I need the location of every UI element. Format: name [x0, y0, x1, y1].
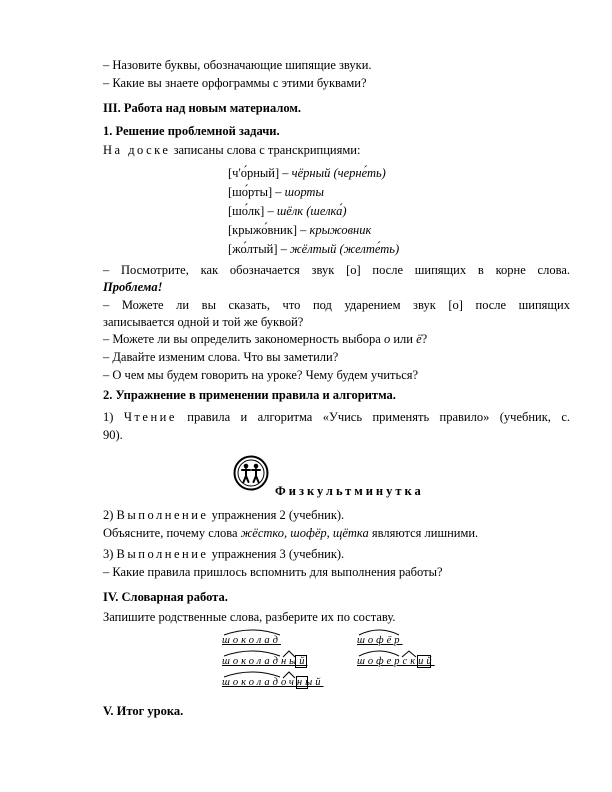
section-3-heading: III. Работа над новым материалом. [103, 101, 301, 115]
ending-box [295, 655, 307, 668]
board-lead: На доске [103, 143, 171, 157]
exercise-3-line: 3) Выполнение упражнения 3 (учебник). [103, 547, 345, 561]
exercise-2-line: 2) Выполнение упражнения 2 (учебник). [103, 508, 345, 522]
root-arc [222, 628, 282, 636]
transcription-row: [шо́лк] – шёлк (шелка́) [228, 204, 347, 218]
suffix-mark [282, 650, 296, 658]
explain-line: Объясните, почему слова жёстко, шофёр, щётка являются лишними. [103, 526, 479, 540]
ending-box [417, 655, 431, 668]
morph-word-5: шоферский [357, 656, 435, 667]
suffix-mark [401, 650, 417, 658]
read-line-2: 90). [103, 428, 123, 442]
root-arc [222, 649, 282, 657]
transcription-row: [крыжо́вник] – крыжовник [228, 223, 372, 237]
transcription-row: [жо́лтый] – жёлтый (желте́ть) [228, 242, 400, 256]
ending-box [296, 676, 308, 689]
pattern-line: – Можете ли вы определить закономерность выбора о или ё? [103, 332, 428, 346]
root-arc [222, 670, 282, 678]
root-arc [357, 628, 401, 636]
observe-line: – Посмотрите, как обозначается звук [о] после шипящих в корне слова. [103, 263, 570, 277]
morph-word-4: шофёр [357, 635, 403, 646]
board-line [103, 142, 360, 158]
rules-line: – Какие правила пришлось вспомнить для выполнения работы? [103, 565, 443, 579]
line-q1: – Назовите буквы, обозначающие шипящие звуки. [103, 58, 372, 72]
morph-word-1: шоколад [222, 635, 281, 646]
change-line: – Давайте изменим слова. Что вы заметили? [103, 350, 339, 364]
subsection-1-heading: 1. Решение проблемной задачи. [103, 124, 280, 138]
section-4-heading: IV. Словарная работа. [103, 590, 228, 604]
board-rest: записаны слова с транскрипциями: [170, 143, 361, 157]
can-line-1: – Можете ли вы сказать, что под ударением звук [о] после шипящих [103, 298, 570, 312]
topic-line: – О чем мы будем говорить на уроке? Чему будем учиться? [103, 368, 419, 382]
suffix-mark [282, 671, 296, 679]
section-5-heading: V. Итог урока. [103, 704, 184, 718]
read-line-1: 1) Чтение правила и алгоритма «Учись применять правило» (учебник, с. [103, 410, 570, 424]
transcription-row: [шо́рты] – шорты [228, 185, 324, 199]
can-line-2: записывается одной и той же буквой? [103, 315, 304, 329]
morph-word-2: шоколадный [222, 656, 308, 667]
transcription-row: [ч'о́рный] – чёрный (черне́ть) [228, 166, 386, 180]
write-line: Запишите родственные слова, разберите их по составу. [103, 610, 396, 624]
root-arc [357, 649, 401, 657]
physical-exercise-icon [233, 455, 269, 491]
subsection-2-heading: 2. Упражнение в применении правила и алгоритма. [103, 388, 396, 402]
fizkultminutka-heading: Физкультминутка [275, 484, 424, 498]
morph-word-3: шоколадочный [222, 677, 324, 688]
line-q2: – Какие вы знаете орфограммы с этими буквами? [103, 76, 367, 90]
problem-label: Проблема! [103, 280, 163, 294]
